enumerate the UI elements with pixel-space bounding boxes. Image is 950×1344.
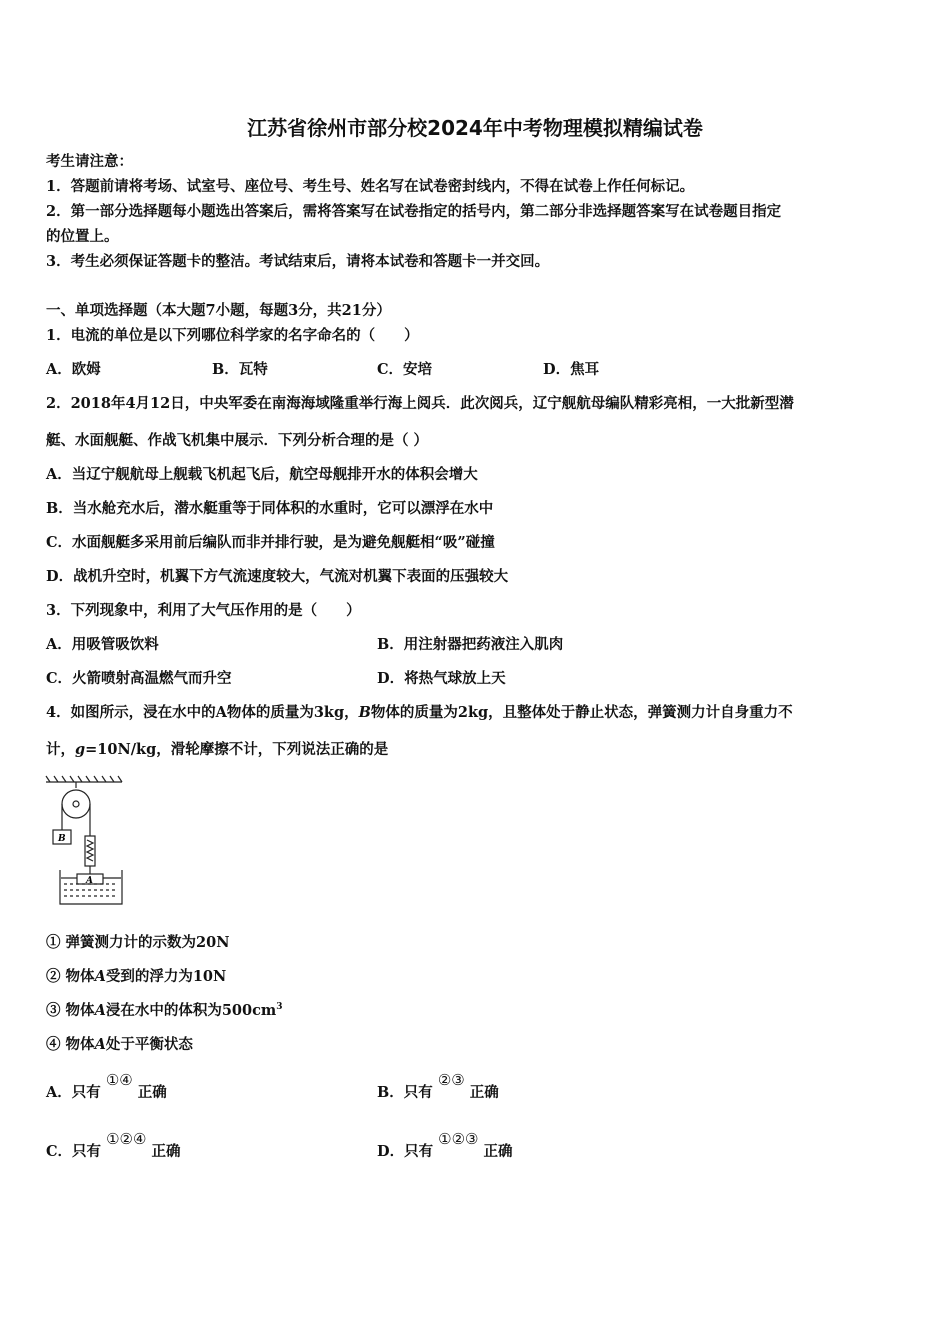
- notice-item: 的位置上。: [46, 228, 119, 245]
- notice-item: 2．第一部分选择题每小题选出答案后，需将答案写在试卷指定的括号内，第二部分非选择题答案写在试卷题目指定: [46, 203, 782, 220]
- q1-option-c: C．安培: [377, 361, 433, 378]
- statement-1: ① 弹簧测力计的示数为20N: [46, 934, 230, 951]
- q1-option-d: D．焦耳: [543, 361, 600, 378]
- statement-2: ② 物体A受到的浮力为10N: [46, 968, 227, 985]
- q1-option-b: B．瓦特: [212, 361, 268, 378]
- notice-item: 3．考生必须保证答题卡的整洁。考试结束后，请将本试卷和答题卡一并交回。: [46, 253, 550, 270]
- question-4-stem: 4．如图所示，浸在水中的A物体的质量为3kg，B物体的质量为2kg，且整体处于静止状态，弹簧测力计自身重力不: [46, 704, 793, 721]
- question-2-stem-cont: 艇、水面舰艇、作战飞机集中展示．下列分析合理的是（ ）: [46, 432, 429, 449]
- pulley-diagram: [44, 774, 128, 908]
- q4-option-d: D．只有 ①②③ 正确: [377, 1130, 513, 1160]
- question-1-stem: 1．电流的单位是以下列哪位科学家的名字命名的（ ）: [46, 327, 419, 344]
- q2-option-b: B．当水舱充水后，潜水艇重等于同体积的水重时，它可以漂浮在水中: [46, 500, 494, 517]
- q2-option-c: C．水面舰艇多采用前后编队而非并排行驶，是为避免舰艇相“吸”碰撞: [46, 534, 495, 551]
- section-heading: 一、单项选择题（本大题7小题，每题3分，共21分）: [46, 302, 391, 319]
- question-3-stem: 3．下列现象中，利用了大气压作用的是（ ）: [46, 602, 361, 619]
- label-b: B: [58, 834, 66, 844]
- page-title: 江苏省徐州市部分校2024年中考物理模拟精编试卷: [247, 116, 703, 140]
- statement-3: ③ 物体A浸在水中的体积为$500cm^3$: [46, 1002, 283, 1019]
- notice-heading: 考生请注意：: [46, 153, 133, 170]
- q2-option-d: D．战机升空时，机翼下方气流速度较大，气流对机翼下表面的压强较大: [46, 568, 509, 585]
- q3-option-b: B．用注射器把药液注入肌肉: [377, 636, 564, 653]
- question-2-stem: 2．2018年4月12日，中央军委在南海海域隆重举行海上阅兵．此次阅兵，辽宁舰航母编队精彩亮相，一大批新型潜: [46, 395, 794, 412]
- q1-option-a: A．欧姆: [46, 361, 101, 378]
- q4-option-a: A．只有 ①④ 正确: [46, 1071, 167, 1101]
- notice-item: 1．答题前请将考场、试室号、座位号、考生号、姓名写在试卷密封线内，不得在试卷上作任何标记。: [46, 178, 695, 195]
- q3-option-d: D．将热气球放上天: [377, 670, 506, 687]
- q4-option-b: B．只有 ②③ 正确: [377, 1071, 499, 1101]
- q4-option-c: C．只有 ①②④ 正确: [46, 1130, 181, 1160]
- q3-option-a: A．用吸管吸饮料: [46, 636, 159, 653]
- label-a: A: [86, 876, 93, 886]
- question-4-stem-cont: 计，g=10N/kg，滑轮摩擦不计，下列说法正确的是: [46, 741, 389, 758]
- q2-option-a: A．当辽宁舰航母上舰载飞机起飞后，航空母舰排开水的体积会增大: [46, 466, 478, 483]
- q3-option-c: C．火箭喷射高温燃气而升空: [46, 670, 232, 687]
- statement-4: ④ 物体A处于平衡状态: [46, 1036, 193, 1053]
